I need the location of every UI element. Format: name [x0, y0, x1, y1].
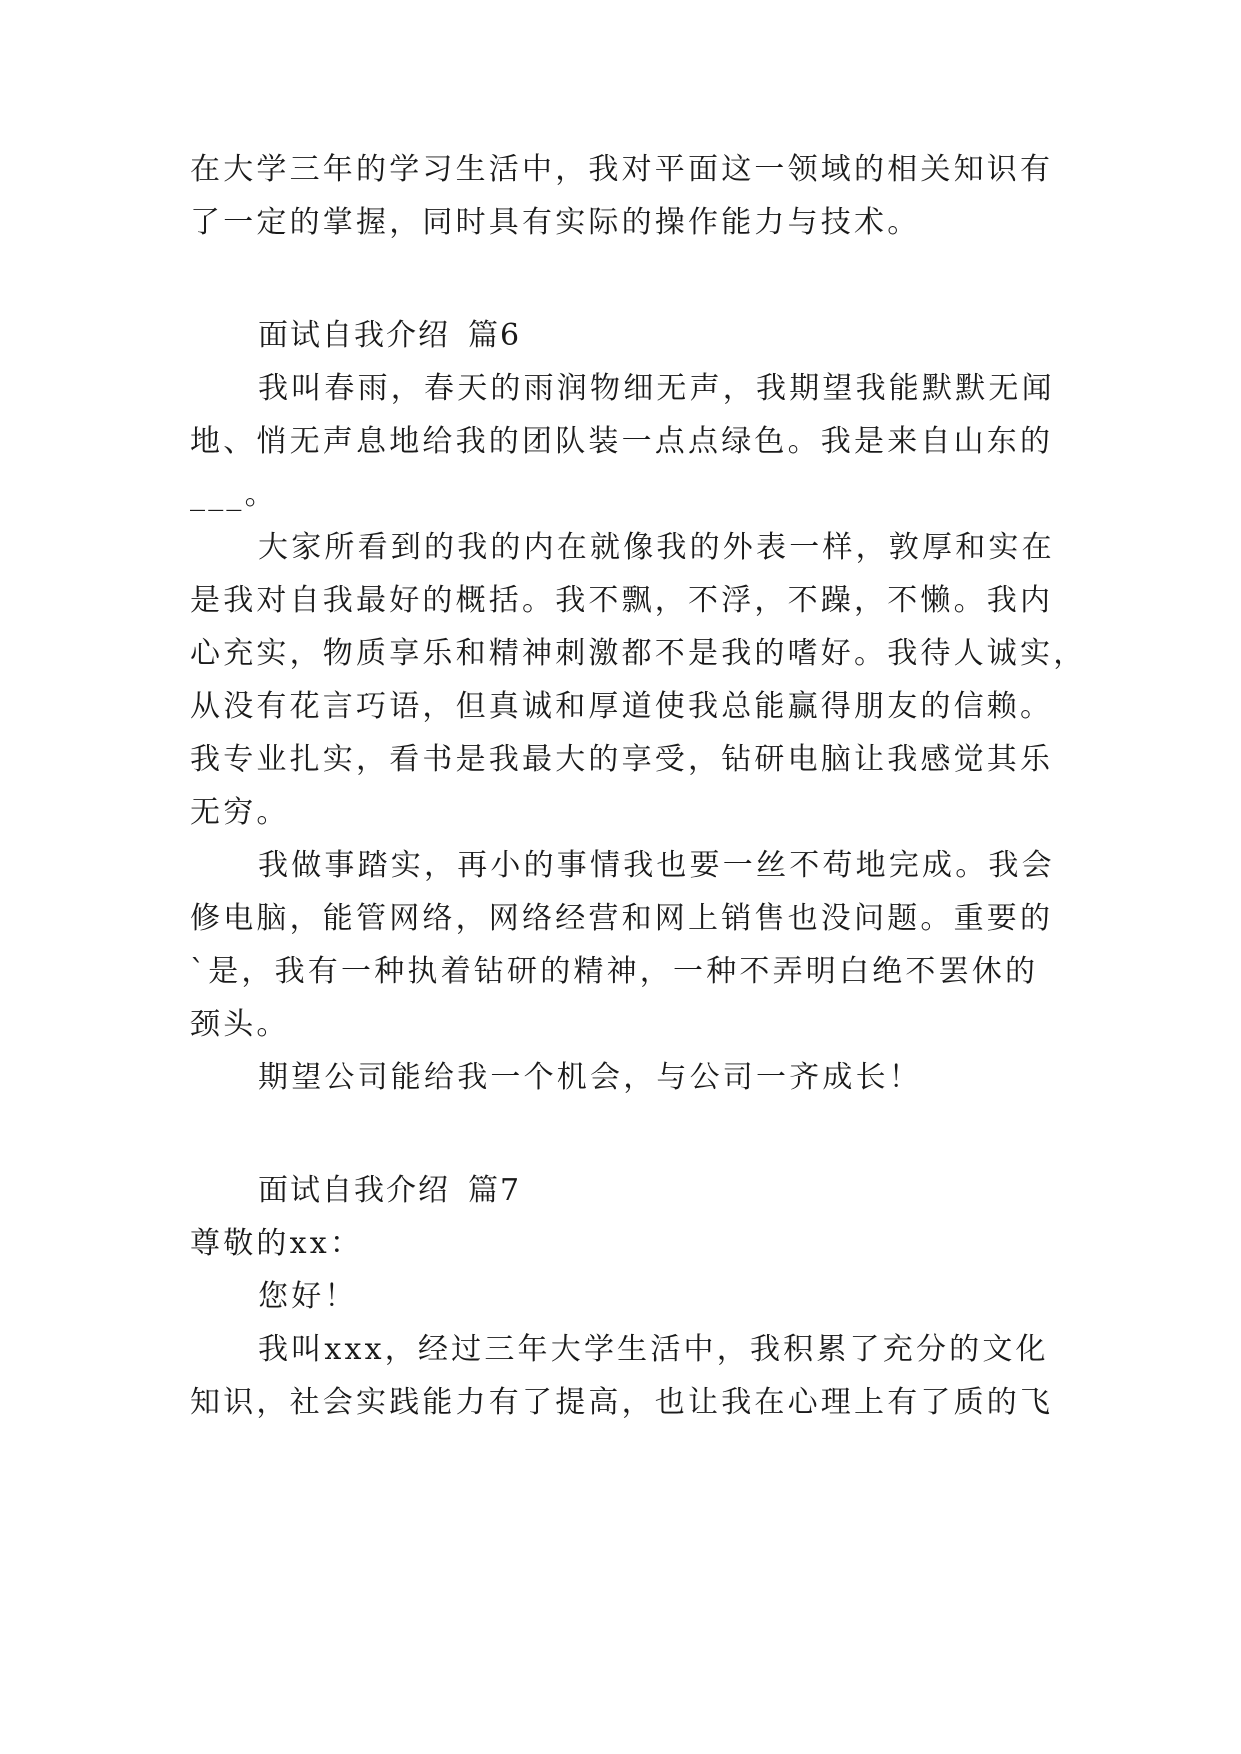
section-heading-title: 面试自我介绍 [258, 318, 450, 353]
text-line: 我叫春雨，春天的雨润物细无声，我期望我能默默无闻 [258, 371, 1055, 406]
text-line: 在大学三年的学习生活中，我对平面这一领域的相关知识有 [190, 152, 1054, 187]
text-line: 心充实，物质享乐和精神刺激都不是我的嗜好。我待人诚实， [190, 636, 1087, 671]
section-heading [258, 316, 1138, 356]
text-line: 无穷。 [190, 795, 290, 830]
text-line: 了一定的掌握，同时具有实际的操作能力与技术。 [190, 205, 921, 240]
text-line: 是我对自我最好的概括。我不飘，不浮，不躁，不懒。我内 [190, 583, 1054, 618]
greeting: 您好！ [258, 1279, 358, 1314]
salutation: 尊敬的xx： [190, 1226, 364, 1261]
section-heading-number: 篇7 [468, 1173, 522, 1208]
text-line: 颈头。 [190, 1007, 290, 1042]
text-line: 大家所看到的我的内在就像我的外表一样，敦厚和实在 [258, 530, 1055, 565]
text-line: 我做事踏实，再小的事情我也要一丝不苟地完成。我会 [258, 848, 1055, 883]
text-line: 我叫xxx，经过三年大学生活中，我积累了充分的文化 [258, 1332, 1049, 1367]
section-heading-title: 面试自我介绍 [258, 1173, 450, 1208]
text-line: `是，我有一种执着钻研的精神，一种不弄明白绝不罢休的 [190, 954, 1039, 989]
text-line: 我专业扎实，看书是我最大的享受，钻研电脑让我感觉其乐 [190, 742, 1054, 777]
text-line: ___。 [190, 477, 278, 512]
text-line: 地、悄无声息地给我的团队装一点点绿色。我是来自山东的 [190, 424, 1054, 459]
text-line: 知识，社会实践能力有了提高，也让我在心理上有了质的飞 [190, 1385, 1054, 1420]
section-heading [258, 1171, 1138, 1211]
section-heading-number: 篇6 [468, 318, 522, 353]
text-line: 修电脑，能管网络，网络经营和网上销售也没问题。重要的 [190, 901, 1054, 936]
text-line: 期望公司能给我一个机会，与公司一齐成长！ [258, 1060, 922, 1095]
text-line: 从没有花言巧语，但真诚和厚道使我总能赢得朋友的信赖。 [190, 689, 1054, 724]
